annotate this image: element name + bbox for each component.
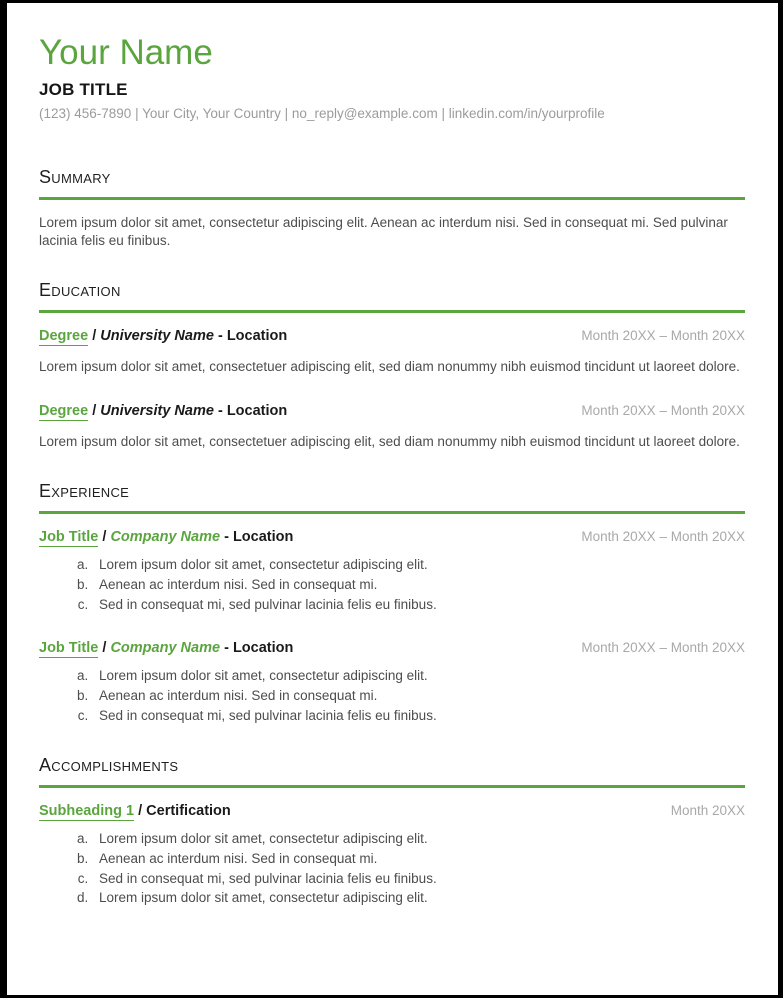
experience-entry-title bbox=[39, 529, 293, 545]
experience-bullet-list bbox=[39, 556, 745, 613]
list-item: b. Aenean ac interdum nisi. Sed in consequat mi. bbox=[92, 687, 745, 704]
entry-dates: Month 20XX – Month 20XX bbox=[581, 328, 745, 344]
entry-dates: Month 20XX – Month 20XX bbox=[581, 402, 745, 418]
section-experience bbox=[39, 481, 745, 724]
list-item: c. Sed in consequat mi, sed pulvinar lacinia felis eu finibus. bbox=[92, 707, 745, 724]
section-accomplishments bbox=[39, 755, 745, 907]
list-item: c. Sed in consequat mi, sed pulvinar lacinia felis eu finibus. bbox=[92, 870, 745, 887]
education-entry-head bbox=[39, 403, 745, 419]
education-entry-title bbox=[39, 328, 287, 344]
degree-link: Degree bbox=[39, 328, 89, 345]
location-text: Location bbox=[232, 640, 294, 657]
education-description: Lorem ipsum dolor sit amet, consectetuer adipiscing elit, sed diam nonummy nibh euismod tincidunt ut laoreet dolore. bbox=[39, 359, 740, 375]
section-title-education: Education bbox=[39, 280, 745, 313]
accomplishment-bullet-list bbox=[39, 830, 745, 907]
education-entry-title bbox=[39, 403, 287, 419]
company-name: Company Name bbox=[110, 529, 221, 546]
list-item: d. Lorem ipsum dolor sit amet, consectetur adipiscing elit. bbox=[92, 889, 745, 906]
education-entry bbox=[39, 403, 745, 451]
entry-dates: Month 20XX – Month 20XX bbox=[581, 529, 745, 545]
experience-entry bbox=[39, 529, 745, 613]
entry-dates: Month 20XX bbox=[670, 803, 745, 819]
separator-slash: / bbox=[92, 402, 97, 419]
section-title-experience: Experience bbox=[39, 481, 745, 514]
summary-paragraph: Lorem ipsum dolor sit amet, consectetur adipiscing elit. Aenean ac interdum nisi. Sed in consequat mi. Sed pulvinar lacinia felis eu finibus. bbox=[39, 215, 728, 248]
degree-link: Degree bbox=[39, 402, 89, 419]
location-text: Location bbox=[226, 328, 288, 345]
separator-slash: / bbox=[102, 529, 107, 546]
section-title-accomplishments: Accomplishments bbox=[39, 755, 745, 788]
list-item: a. Lorem ipsum dolor sit amet, consectetur adipiscing elit. bbox=[92, 556, 745, 573]
certification-text: Certification bbox=[146, 803, 231, 820]
section-education bbox=[39, 280, 745, 450]
entry-dates: Month 20XX – Month 20XX bbox=[581, 640, 745, 656]
education-entry bbox=[39, 328, 745, 376]
list-item: b. Aenean ac interdum nisi. Sed in consequat mi. bbox=[92, 576, 745, 593]
separator-slash: / bbox=[92, 328, 97, 345]
education-entry-head bbox=[39, 328, 745, 344]
location-text: Location bbox=[226, 402, 288, 419]
separator-slash: / bbox=[138, 803, 143, 820]
education-description: Lorem ipsum dolor sit amet, consectetuer adipiscing elit, sed diam nonummy nibh euismod tincidunt ut laoreet dolore. bbox=[39, 433, 740, 449]
section-summary bbox=[39, 167, 745, 249]
accomplishment-entry bbox=[39, 803, 745, 907]
accomplishment-entry-title bbox=[39, 803, 231, 819]
experience-entry-title bbox=[39, 640, 293, 656]
university-name: University Name bbox=[100, 402, 214, 419]
experience-entry bbox=[39, 640, 745, 724]
separator-dash: - bbox=[224, 529, 229, 546]
name-heading: Your Name bbox=[39, 33, 213, 72]
contact-line: (123) 456-7890 | Your City, Your Country | no_reply@example.com | linkedin.com/in/yourprofile bbox=[39, 106, 605, 122]
job-title-link: Job Title bbox=[39, 529, 99, 546]
list-item: a. Lorem ipsum dolor sit amet, consectetur adipiscing elit. bbox=[92, 667, 745, 684]
separator-slash: / bbox=[102, 640, 107, 657]
experience-entry-head bbox=[39, 640, 745, 656]
separator-dash: - bbox=[224, 640, 229, 657]
list-item: b. Aenean ac interdum nisi. Sed in consequat mi. bbox=[92, 850, 745, 867]
separator-dash: - bbox=[217, 328, 223, 345]
company-name: Company Name bbox=[110, 640, 221, 657]
location-text: Location bbox=[232, 529, 294, 546]
resume-header bbox=[39, 33, 745, 121]
separator-dash: - bbox=[217, 402, 223, 419]
job-title-link: Job Title bbox=[39, 640, 99, 657]
university-name: University Name bbox=[100, 328, 214, 345]
list-item: c. Sed in consequat mi, sed pulvinar lacinia felis eu finibus. bbox=[92, 596, 745, 613]
section-title-summary: Summary bbox=[39, 167, 745, 200]
list-item: a. Lorem ipsum dolor sit amet, consectetur adipiscing elit. bbox=[92, 830, 745, 847]
job-title: JOB TITLE bbox=[39, 80, 128, 100]
experience-bullet-list bbox=[39, 667, 745, 724]
accomplishment-entry-head bbox=[39, 803, 745, 819]
experience-entry-head bbox=[39, 529, 745, 545]
subheading-link: Subheading 1 bbox=[39, 803, 135, 820]
